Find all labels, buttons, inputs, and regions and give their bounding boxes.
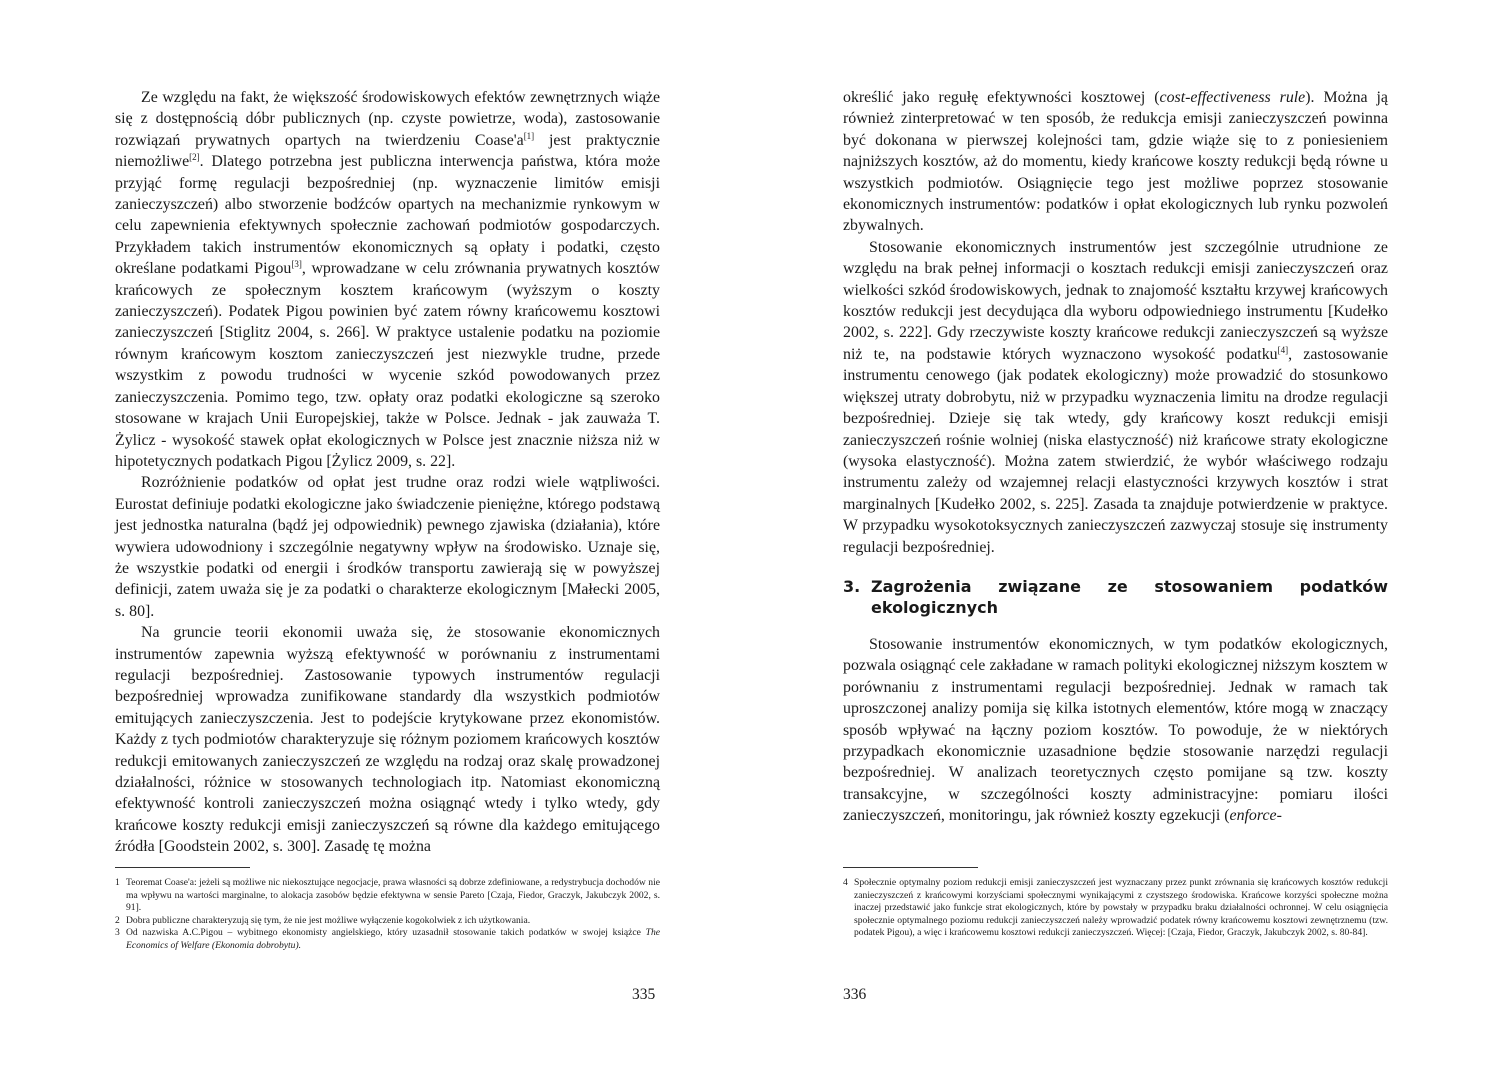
footnote-divider [115, 867, 250, 868]
footnote-text-plain: Od nazwiska A.C.Pigou – wybitnego ekonomisty angielskiego, który uzasadnił stosowanie takich podatków w swojej książce [126, 927, 646, 939]
page-number: 336 [843, 986, 867, 1003]
paragraph-text: Ze względu na fakt, że większość środowiskowych efektów zewnętrznych wiąże się z dostępnością dóbr publicznych (np. czyste powietrze, woda), zastosowanie rozwiązań prywatnych opartych na twierdzeniu Coase'a [115, 89, 660, 149]
footnote-ref-4[interactable]: [4] [1277, 344, 1289, 355]
footnote-number: 3 [115, 927, 120, 939]
footnote-3 [115, 927, 660, 952]
paragraph [843, 634, 1388, 827]
footnote-text: Dobra publiczne charakteryzują się tym, że nie jest możliwe wyłączenie kogokolwiek z ich użytkowania. [126, 914, 531, 926]
paragraph: Rozróżnienie podatków od opłat jest trudne oraz rodzi wiele wątpliwości. Eurostat definiuje podatki ekologiczne jako świadczenie pieniężne, którego podstawą jest jednostka naturalna (bądź jej odpowiednik) pewnego zjawiska (działania), które wywiera udowodniony i szczególnie negatywny wpływ na środowisko. Uznaje się, że wszystkie podatki od energii i środków transportu zawierają się w powyższej definicji, zatem uważa się je za podatki o charakterze ekologicznym [Małecki 2005, s. 80]. [115, 474, 660, 620]
paragraph [843, 87, 1388, 237]
left-footnotes [115, 877, 660, 953]
paragraph-text: . Dlatego potrzebna jest publiczna interwencja państwa, która może przyjąć formę regulacji bezpośredniej (np. wyznaczenie limitów emisji zanieczyszczeń) albo stworzenie bodźców opartych na mechanizmie rynkowym w celu zapewnienia efektywnych społecznie zachowań podmiotów gospodarczych. Przykładem takich instrumentów ekonomicznych są opłaty i podatki, często określane podatkami Pigou [115, 153, 660, 278]
book-title: The Economics of Welfare (Ekonomia dobrobytu). [126, 927, 660, 951]
footnote-text [126, 927, 660, 952]
paragraph [115, 87, 660, 472]
section-title: Zagrożenia związane ze stosowaniem podatków ekologicznych [871, 576, 1388, 617]
paragraph [843, 237, 1388, 558]
right-page [750, 0, 1500, 1068]
footnote-ref-2[interactable]: [2] [189, 152, 200, 163]
paragraph-text: , zastosowanie instrumentu cenowego (jak podatek ekologiczny) może prowadzić do stosunkowo większej utraty dobrobytu, niż w przypadku wyznaczenia limitu na drodze regulacji bezpośredniej. Dzieje się tak wtedy, gdy krańcowy koszt redukcji emisji zanieczyszczeń rośnie wolniej (niska elastyczność) niż krańcowe straty ekologiczne (wysoka elastyczność). Można zatem stwierdzić, że wybór właściwego rodzaju instrumentu zależy od wzajemnej relacji elastyczności krzywych kosztów i strat marginalnych [Kudełko 2002, s. 225]. Zasada ta znajduje potwierdzenie w praktyce. W przypadku wysokotoksycznych zanieczyszczeń zazwyczaj stosuje się instrumenty regulacji bezpośredniej. [843, 345, 1388, 556]
footnote-number: 1 [115, 877, 120, 888]
paragraph: Na gruncie teorii ekonomii uważa się, że stosowanie ekonomicznych instrumentów zapewnia wyższą efektywność w porównaniu z instrumentami regulacji bezpośredniej. Zastosowanie typowych instrumentów regulacji bezpośredniej wprowadza zunifikowane standardy dla wszystkich podmiotów emitujących zanieczyszczenia. Jest to podejście krytykowane przez ekonomistów. Każdy z tych podmiotów charakteryzuje się różnym poziomem krańcowych kosztów redukcji emitowanych zanieczyszczeń ze względu na rodzaj oraz skalę prowadzonej działalności, różnice w stosowanych technologiach itp. Natomiast ekonomiczną efektywność kontroli zanieczyszczeń można osiągnąć wtedy i tylko wtedy, gdy krańcowe koszty redukcji emisji zanieczyszczeń są równe dla każdego emitującego źródła [Goodstein 2002, s. 300]. Zasadę tę można [115, 624, 660, 856]
footnote-2 [115, 915, 660, 928]
footnote-1 [115, 877, 660, 915]
right-body-text [843, 87, 1388, 827]
footnote-divider [843, 867, 978, 868]
paragraph-text: , wprowadzane w celu zrównania prywatnych kosztów krańcowych ze społecznym kosztem krańcowym (wyższym o koszty zanieczyszczeń). Podatek Pigou powinien być zatem równy krańcowemu kosztowi zanieczyszczeń [Stiglitz 2004, s. 266]. W praktyce ustalenie podatku na poziomie równym krańcowym kosztom zanieczyszczeń jest niezwykle trudne, przede wszystkim z powodu trudności w wycenie szkód powodowanych przez zanieczyszczenia. Pomimo tego, tzw. opłaty oraz podatki ekologiczne są szeroko stosowane w krajach Unii Europejskiej, także w Polsce. Jednak - jak zauważa T. Żylicz - wysokość stawek opłat ekologicznych w Polsce jest znacznie niższa niż w hipotetycznych podatkach Pigou [Żylicz 2009, s. 22]. [115, 260, 660, 470]
footnote-text: Społecznie optymalny poziom redukcji emisji zanieczyszczeń jest wyznaczany przez punkt zrównania się krańcowych kosztów redukcji zanieczyszczeń z krańcowymi korzyściami społecznymi wynikającymi z czystszego środowiska. Krańcowe korzyści społeczne można inaczej przedstawić jako funkcje strat ekologicznych, które by powstały w przypadku braku działalności ochronnej. W celu osiągnięcia społecznie optymalnego poziomu redukcji zanieczyszczeń należy wprowadzić podatek równy krańcowemu kosztowi zewnętrznemu (tzw. podatek Pigou), a więc i krańcowemu kosztowi redukcji zanieczyszczeń. Więcej: [Czaja, Fiedor, Graczyk, Jakubczyk 2002, s. 80-84]. [854, 877, 1388, 939]
footnote-text: Teoremat Coase'a: jeżeli są możliwe nic niekosztujące negocjacje, prawa własności są dobrze zdefiniowane, a redystrybucja dochodów nie ma wpływu na wartości marginalne, to alokacja zasobów będzie efektywna w sensie Pareto [Czaja, Fiedor, Graczyk, Jakubczyk 2002, s. 91]. [126, 877, 660, 914]
right-footnotes [843, 877, 1388, 940]
paragraph-text: określić jako regułę efektywności kosztowej ( [843, 89, 1160, 106]
footnote-number: 4 [843, 877, 848, 888]
paragraph-text: ). Można ją również zinterpretować w ten sposób, że redukcja emisji zanieczyszczeń powinna być dokonana w pierwszej kolejności tam, gdzie wiąże się to z poniesieniem najniższych kosztów, aż do momentu, kiedy krańcowe koszty redukcji będą równe u wszystkich podmiotów. Osiągnięcie tego jest możliwe poprzez stosowanie ekonomicznych instrumentów: podatków i opłat ekologicznych lub rynku pozwoleń zbywalnych. [843, 89, 1388, 235]
page-number: 335 [632, 986, 656, 1003]
left-body-text [115, 87, 660, 858]
paragraph-text: jest praktycznie niemożliwe [115, 131, 660, 171]
footnote-ref-3[interactable]: [3] [291, 259, 302, 270]
english-term: enforce- [1229, 807, 1282, 825]
footnote-4 [843, 877, 1388, 940]
section-number: 3. [843, 576, 861, 596]
section-heading [843, 576, 1388, 618]
english-term: cost-effectiveness rule [1159, 89, 1306, 106]
paragraph-text: Stosowanie instrumentów ekonomicznych, w tym podatków ekologicznych, pozwala osiągnąć cele zakładane w ramach polityki ekologicznej niższym kosztem w porównaniu z instrumentami regulacji bezpośredniej. Jednak w ramach tak uproszczonej analizy pomija się kilka istotnych elementów, które mogą w znaczący sposób wpływać na łączny poziom kosztów. To powoduje, że w niektórych przypadkach ekonomicznie uzasadnione będzie stosowanie narzędzi regulacji bezpośredniej. W analizach teoretycznych często pomijane są tzw. koszty transakcyjne, w szczególności koszty administracyjne: pomiaru ilości zanieczyszczeń, monitoringu, jak również koszty egzekucji ( [843, 635, 1388, 825]
footnote-ref-1[interactable]: [1] [523, 130, 535, 141]
paragraph-text: Stosowanie ekonomicznych instrumentów jest szczególnie utrudnione ze względu na brak pełnej informacji o kosztach redukcji emisji zanieczyszczeń oraz wielkości szkód środowiskowych, jednak to znajomość kształtu krzywej krańcowych kosztów redukcji jest decydująca dla wyboru odpowiedniego instrumentu [Kudełko 2002, s. 222]. Gdy rzeczywiste koszty krańcowe redukcji zanieczyszczeń są wyższe niż te, na podstawie których wyznaczono wysokość podatku [843, 238, 1388, 363]
footnote-number: 2 [115, 914, 120, 926]
